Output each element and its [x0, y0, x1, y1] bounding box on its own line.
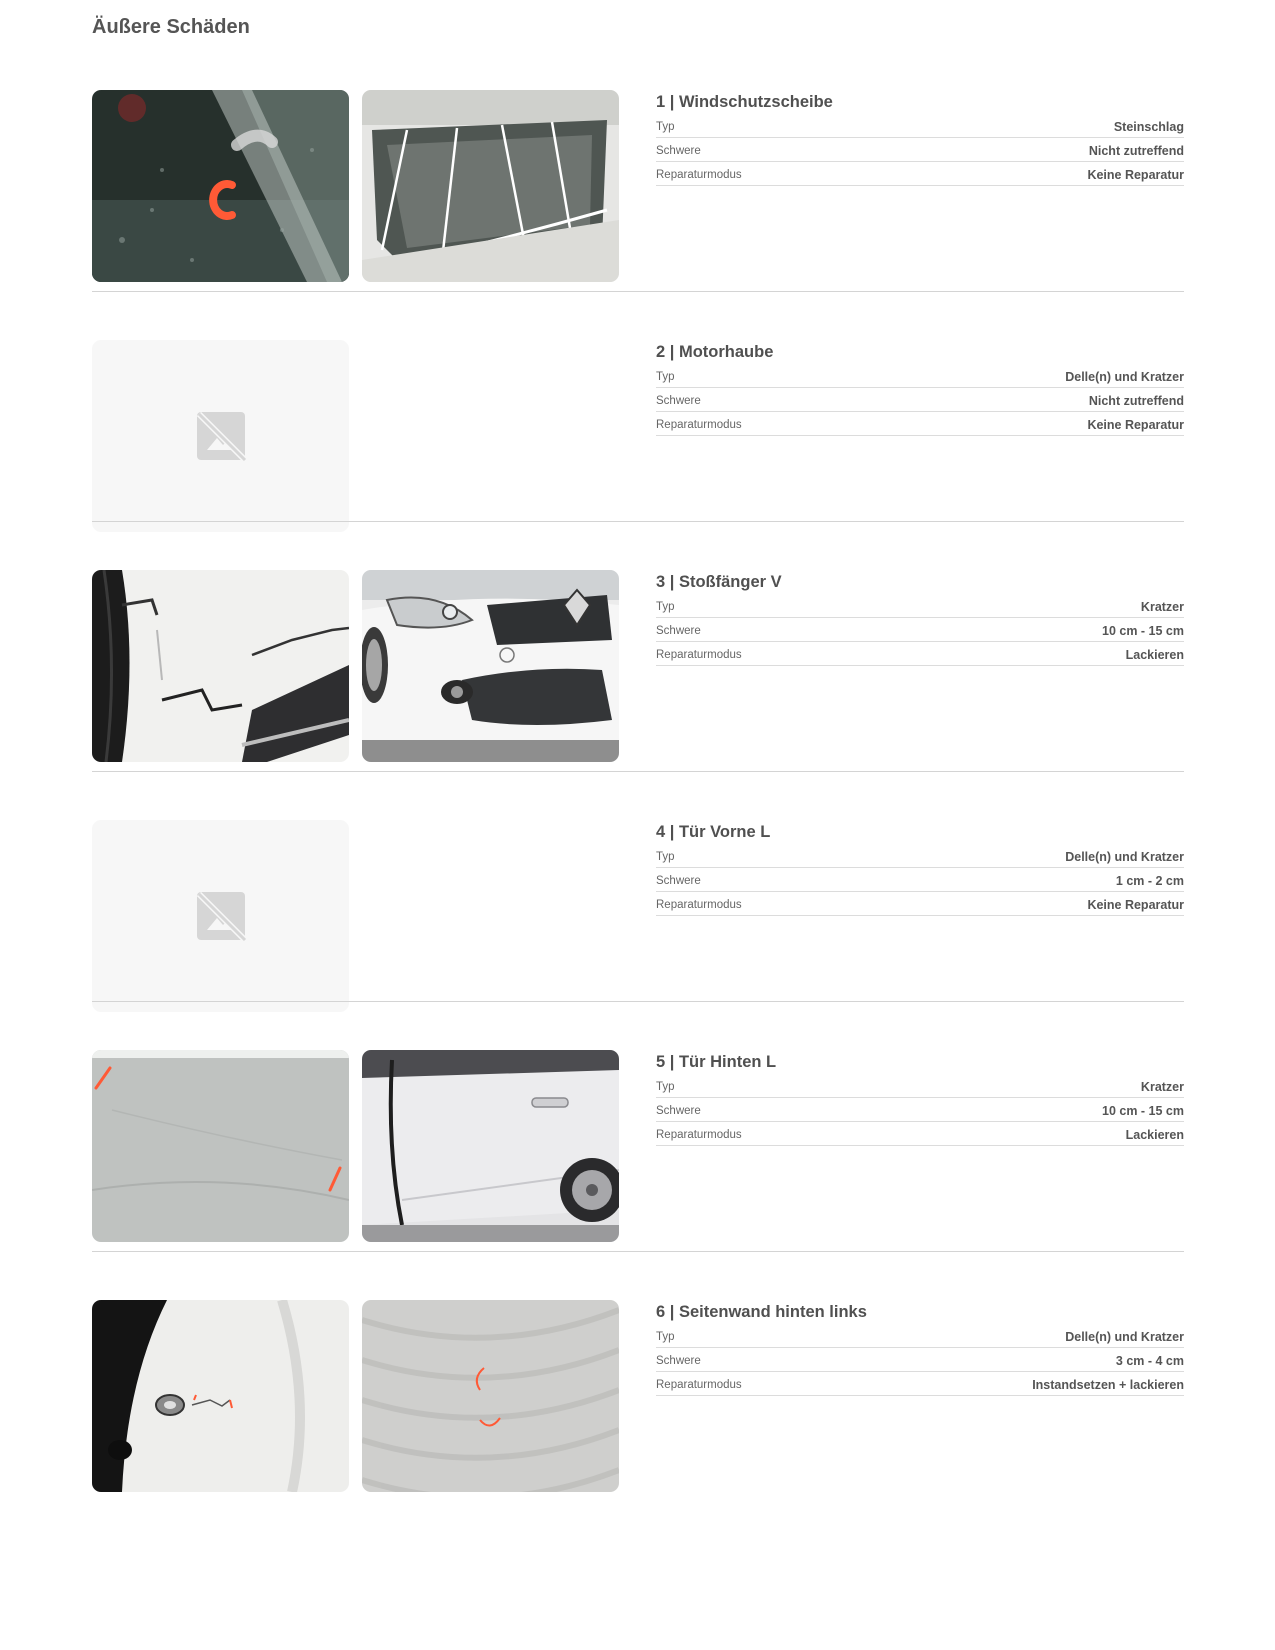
detail-row-reparaturmodus: [656, 1372, 1184, 1396]
damage-details: [656, 340, 1184, 436]
damage-entry: [92, 820, 1184, 1070]
damage-overview-photo[interactable]: [362, 1050, 619, 1242]
damage-overview-photo[interactable]: [362, 570, 619, 762]
detail-row-reparaturmodus: [656, 892, 1184, 916]
detail-row-typ: [656, 364, 1184, 388]
damage-title: 6 | Seitenwand hinten links: [656, 1303, 867, 1321]
damage-title: 2 | Motorhaube: [656, 343, 774, 361]
damage-details: [656, 1300, 1184, 1396]
detail-row-typ: [656, 1324, 1184, 1348]
damage-overview-photo[interactable]: [362, 90, 619, 282]
damage-closeup-photo[interactable]: [92, 1050, 349, 1242]
detail-value: Keine Reparatur: [1087, 897, 1184, 912]
detail-label: Typ: [656, 120, 675, 133]
detail-label: Reparaturmodus: [656, 168, 742, 181]
detail-label: Schwere: [656, 624, 701, 637]
detail-row-schwere: [656, 1098, 1184, 1122]
detail-row-schwere: [656, 1348, 1184, 1372]
damage-details: [656, 820, 1184, 916]
detail-label: Schwere: [656, 144, 701, 157]
damage-title: 1 | Windschutzscheibe: [656, 93, 833, 111]
detail-value: Kratzer: [1140, 599, 1184, 614]
damage-details: [656, 1050, 1184, 1146]
detail-value: Nicht zutreffend: [1088, 393, 1184, 408]
detail-label: Reparaturmodus: [656, 898, 742, 911]
detail-label: Reparaturmodus: [656, 1128, 742, 1141]
damage-entry: [92, 1300, 1184, 1550]
no-image-placeholder: [92, 820, 349, 1012]
detail-value: Delle(n) und Kratzer: [1065, 849, 1184, 864]
detail-value: Steinschlag: [1113, 119, 1184, 134]
entry-divider: [92, 1251, 1184, 1252]
detail-row-schwere: [656, 618, 1184, 642]
damage-overview-photo[interactable]: [362, 1300, 619, 1492]
detail-row-schwere: [656, 388, 1184, 412]
detail-label: Reparaturmodus: [656, 648, 742, 661]
no-image-placeholder: [92, 340, 349, 532]
damage-details: [656, 570, 1184, 666]
detail-value: Lackieren: [1125, 647, 1184, 662]
detail-label: Typ: [656, 850, 675, 863]
detail-row-reparaturmodus: [656, 412, 1184, 436]
damage-closeup-photo[interactable]: [92, 570, 349, 762]
damage-title: 3 | Stoßfänger V: [656, 573, 782, 591]
detail-row-reparaturmodus: [656, 1122, 1184, 1146]
damage-title: 5 | Tür Hinten L: [656, 1053, 777, 1071]
detail-value: 10 cm - 15 cm: [1102, 623, 1184, 638]
detail-label: Typ: [656, 370, 675, 383]
detail-row-typ: [656, 114, 1184, 138]
detail-label: Reparaturmodus: [656, 1378, 742, 1391]
detail-label: Typ: [656, 600, 675, 613]
damage-closeup-photo[interactable]: [92, 90, 349, 282]
entry-divider: [92, 1001, 1184, 1002]
detail-value: 1 cm - 2 cm: [1115, 873, 1184, 888]
detail-row-reparaturmodus: [656, 642, 1184, 666]
detail-value: Delle(n) und Kratzer: [1065, 1329, 1184, 1344]
entry-divider: [92, 521, 1184, 522]
image-not-supported-icon: [193, 408, 249, 464]
detail-row-schwere: [656, 868, 1184, 892]
detail-row-typ: [656, 1074, 1184, 1098]
detail-label: Schwere: [656, 874, 701, 887]
detail-value: 10 cm - 15 cm: [1102, 1103, 1184, 1118]
detail-value: Nicht zutreffend: [1088, 143, 1184, 158]
damage-entry: [92, 340, 1184, 590]
detail-label: Reparaturmodus: [656, 418, 742, 431]
damage-entry: [92, 570, 1184, 820]
damage-entry: [92, 1050, 1184, 1300]
detail-value: Lackieren: [1125, 1127, 1184, 1142]
entry-divider: [92, 291, 1184, 292]
detail-label: Schwere: [656, 1104, 701, 1117]
detail-row-typ: [656, 594, 1184, 618]
detail-value: Keine Reparatur: [1087, 167, 1184, 182]
page-title: Äußere Schäden: [92, 16, 250, 38]
detail-value: Kratzer: [1140, 1079, 1184, 1094]
detail-value: 3 cm - 4 cm: [1115, 1353, 1184, 1368]
detail-value: Instandsetzen + lackieren: [1032, 1377, 1184, 1392]
detail-label: Schwere: [656, 394, 701, 407]
detail-row-schwere: [656, 138, 1184, 162]
damage-title: 4 | Tür Vorne L: [656, 823, 771, 841]
detail-value: Delle(n) und Kratzer: [1065, 369, 1184, 384]
detail-label: Typ: [656, 1080, 675, 1093]
image-not-supported-icon: [193, 888, 249, 944]
detail-label: Typ: [656, 1330, 675, 1343]
entry-divider: [92, 771, 1184, 772]
detail-label: Schwere: [656, 1354, 701, 1367]
detail-row-typ: [656, 844, 1184, 868]
detail-row-reparaturmodus: [656, 162, 1184, 186]
damage-details: [656, 90, 1184, 186]
damage-closeup-photo[interactable]: [92, 1300, 349, 1492]
damage-entry: [92, 90, 1184, 340]
detail-value: Keine Reparatur: [1087, 417, 1184, 432]
